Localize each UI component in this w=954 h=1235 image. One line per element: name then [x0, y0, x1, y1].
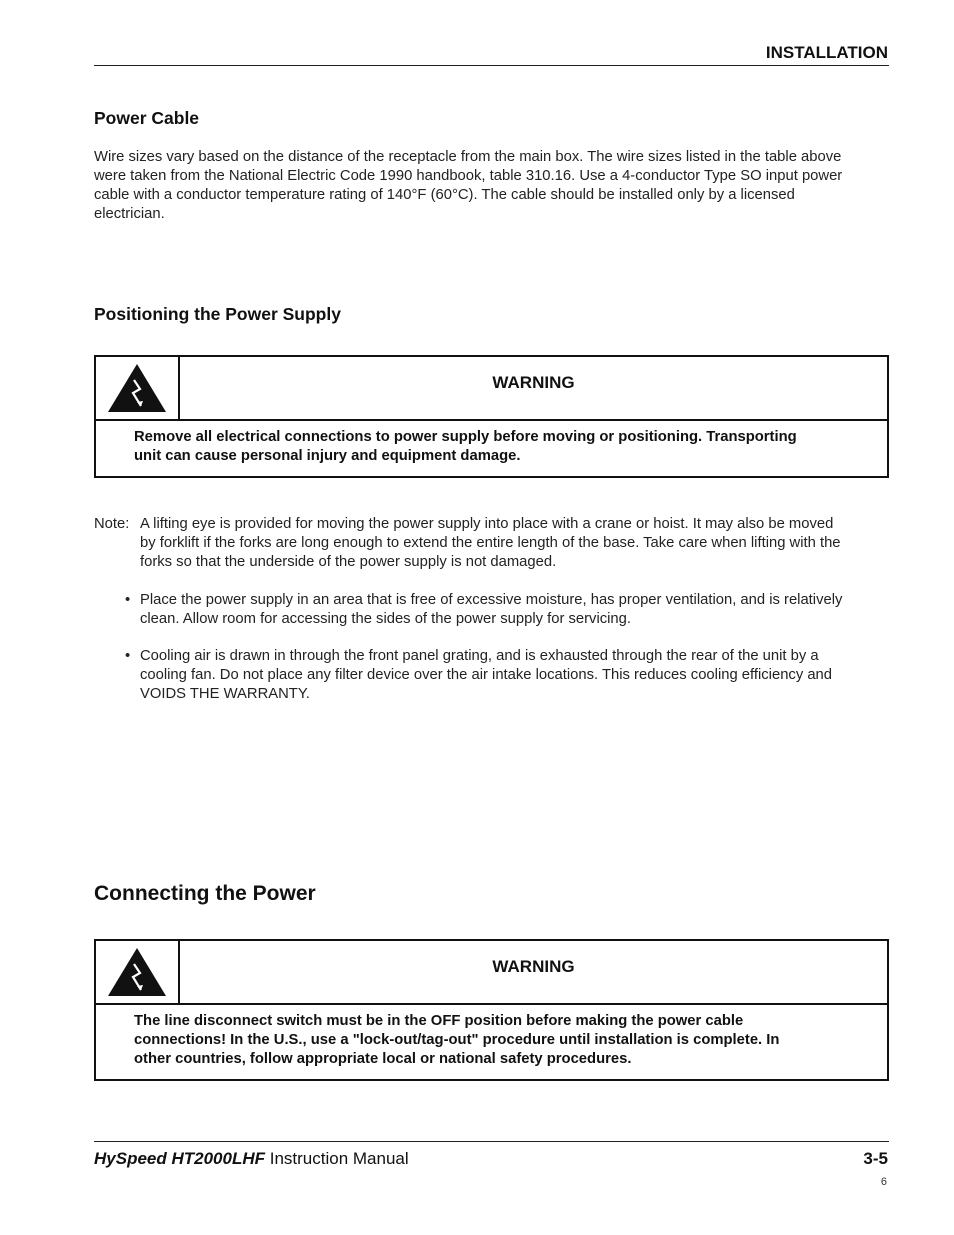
paragraph-line: electrician. [94, 206, 165, 222]
warning-icon-cell [96, 357, 180, 419]
paragraph-line: Wire sizes vary based on the distance of the receptacle from the main box. The wire sizes listed in the table above [94, 149, 842, 165]
bullet-line: cooling fan. Do not place any filter device over the air intake locations. This reduces cooling efficiency and [140, 667, 833, 683]
bullet-line: Cooling air is drawn in through the front panel grating, and is exhausted through the rear of the unit by a [140, 648, 819, 664]
header-divider [94, 65, 889, 66]
bullet-marker: • [125, 592, 131, 608]
warning-line: Remove all electrical connections to power supply before moving or positioning. Transporting [134, 429, 797, 445]
warning-title: WARNING [492, 373, 575, 392]
section-header: INSTALLATION [765, 43, 888, 62]
note-text [140, 515, 884, 572]
warning-icon-cell [96, 941, 180, 1003]
page-number: 3-5 [863, 1149, 888, 1168]
product-name: HySpeed HT2000LHF [94, 1149, 265, 1168]
connecting-heading: Connecting the Power [94, 882, 316, 905]
bullet-line: clean. Allow room for accessing the sides of the power supply for servicing. [140, 611, 631, 627]
warning-line: unit can cause personal injury and equipment damage. [134, 448, 521, 464]
warning-box-connecting [94, 939, 889, 1081]
power-cable-paragraph [94, 148, 894, 224]
high-voltage-warning-icon [106, 362, 168, 414]
warning-line: The line disconnect switch must be in the OFF position before making the power cable [134, 1013, 744, 1029]
note-line: by forklift if the forks are long enough to extend the entire length of the base. Take care when lifting with the [140, 535, 841, 551]
warning-message [96, 421, 887, 476]
positioning-heading: Positioning the Power Supply [94, 304, 341, 324]
manual-label: Instruction Manual [265, 1149, 409, 1168]
note-line: A lifting eye is provided for moving the power supply into place with a crane or hoist. It may also be moved [140, 516, 834, 532]
bullet-marker: • [125, 648, 131, 664]
warning-box-positioning [94, 355, 889, 478]
note-label: Note: [94, 516, 130, 532]
paragraph-line: cable with a conductor temperature rating of 140°F (60°C). The cable should be installed only by a licensed [94, 187, 795, 203]
warning-line: connections! In the U.S., use a "lock-out/tag-out" procedure until installation is complete. In [134, 1032, 780, 1048]
warning-line: other countries, follow appropriate local or national safety procedures. [134, 1051, 632, 1067]
bullet-item [125, 591, 885, 629]
high-voltage-warning-icon [106, 946, 168, 998]
power-cable-heading: Power Cable [94, 108, 200, 128]
manual-title [94, 1149, 409, 1169]
bullet-line: Place the power supply in an area that is free of excessive moisture, has proper ventilation, and is relatively [140, 592, 843, 608]
page-index: 6 [880, 1176, 887, 1188]
warning-message [96, 1005, 887, 1079]
note [94, 515, 884, 572]
note-line: forks so that the underside of the power supply is not damaged. [140, 554, 557, 570]
bullet-item [125, 647, 885, 704]
bullet-line: VOIDS THE WARRANTY. [140, 686, 310, 702]
footer-divider [94, 1141, 889, 1142]
paragraph-line: were taken from the National Electric Code 1990 handbook, table 310.16. Use a 4-conductor Type SO input power [94, 168, 843, 184]
warning-title: WARNING [492, 957, 575, 976]
